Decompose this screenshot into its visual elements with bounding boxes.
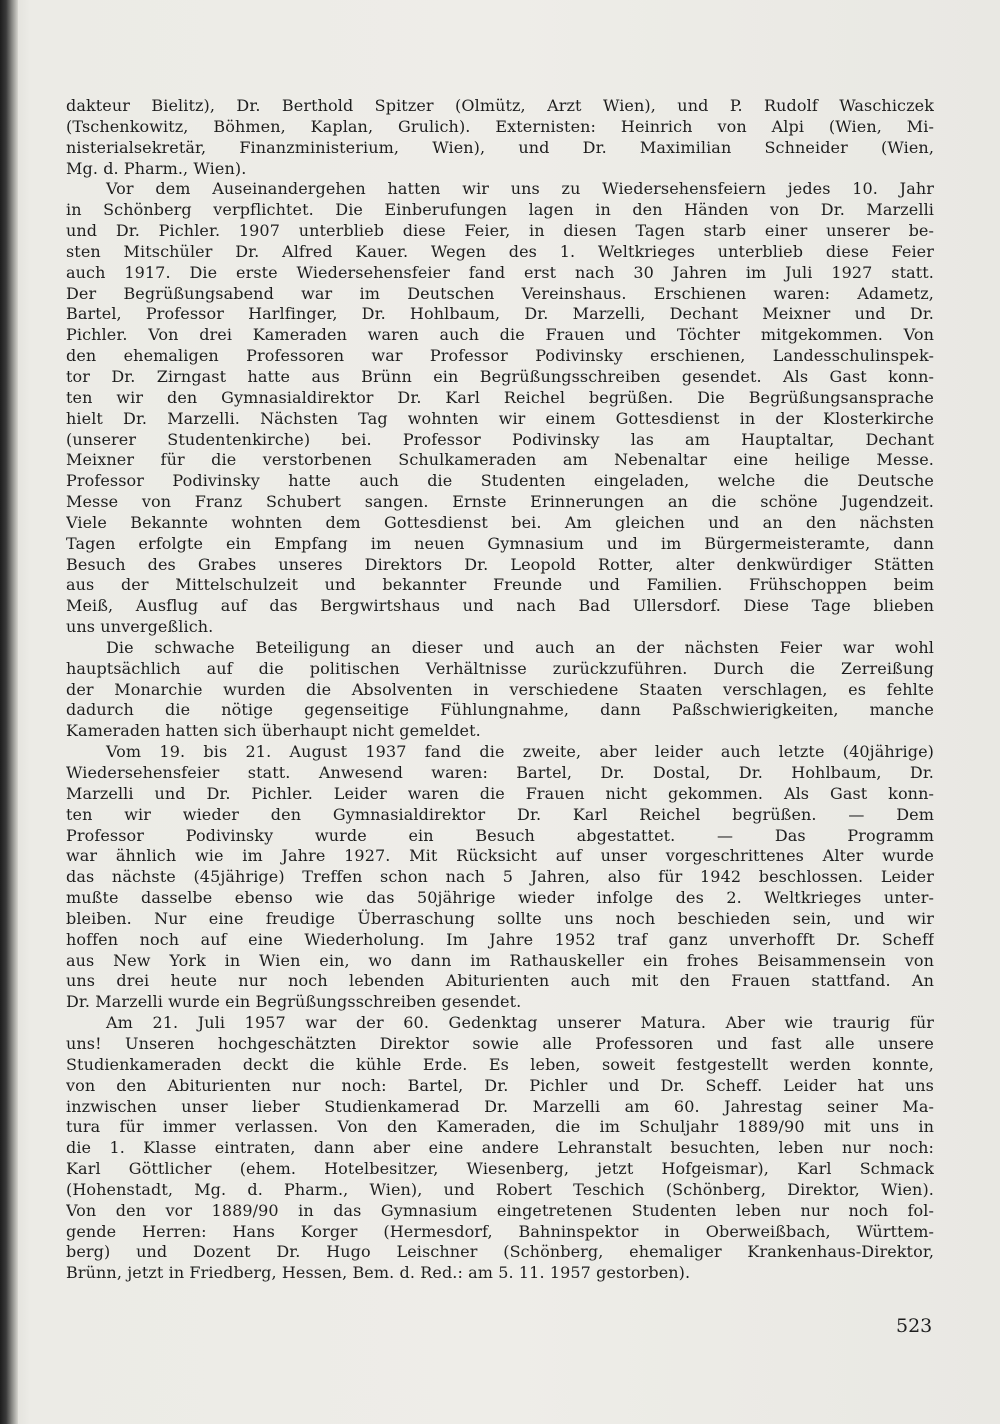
- text-line: war ähnlich wie im Jahre 1927. Mit Rücksicht auf unser vorgeschrittenes Alter wurde: [66, 846, 934, 866]
- paragraph: [66, 638, 934, 742]
- text-line: sten Mitschüler Dr. Alfred Kauer. Wegen des 1. Weltkrieges unterblieb diese Feier: [66, 241, 934, 261]
- text-line: inzwischen unser lieber Studienkamerad Dr. Marzelli am 60. Jahrestag seiner Ma-: [66, 1096, 934, 1116]
- text-line: die 1. Klasse eintraten, dann aber eine andere Lehranstalt besuchten, leben nur noch:: [66, 1138, 934, 1158]
- text-line: Pichler. Von drei Kameraden waren auch die Frauen und Töchter mitgekommen. Von: [66, 325, 934, 345]
- text-line: (Hohenstadt, Mg. d. Pharm., Wien), und Robert Teschich (Schönberg, Direktor, Wien).: [66, 1179, 934, 1199]
- paragraph: [66, 179, 934, 638]
- text-line: tura für immer verlassen. Von den Kameraden, die im Schuljahr 1889/90 mit uns in: [66, 1117, 934, 1137]
- text-line: (unserer Studentenkirche) bei. Professor Podivinsky las am Hauptaltar, Dechant: [66, 429, 934, 449]
- text-line: Meiß, Ausflug auf das Bergwirtshaus und nach Bad Ullersdorf. Diese Tage blieben: [66, 596, 934, 616]
- text-line: uns unvergeßlich.: [66, 617, 214, 637]
- text-line: berg) und Dozent Dr. Hugo Leischner (Schönberg, ehemaliger Krankenhaus-Direktor,: [66, 1242, 934, 1262]
- text-line: Der Begrüßungsabend war im Deutschen Vereinshaus. Erschienen waren: Adametz,: [66, 283, 934, 303]
- book-binding-edge: [0, 0, 18, 1424]
- text-line: Dr. Marzelli wurde ein Begrüßungsschreiben gesendet.: [66, 992, 522, 1012]
- text-line: hoffen noch auf eine Wiederholung. Im Jahre 1952 traf ganz unverhofft Dr. Scheff: [66, 929, 934, 949]
- text-line: hauptsächlich auf die politischen Verhältnisse zurückzuführen. Durch die Zerreißung: [66, 658, 934, 678]
- text-line: Von den vor 1889/90 in das Gymnasium eingetretenen Studenten leben nur noch fol-: [66, 1200, 934, 1220]
- text-line: Karl Göttlicher (ehem. Hotelbesitzer, Wiesenberg, jetzt Hofgeismar), Karl Schmack: [66, 1159, 934, 1179]
- text-line: uns! Unseren hochgeschätzten Direktor sowie alle Professoren und fast alle unsere: [66, 1033, 934, 1053]
- text-line: gende Herren: Hans Korger (Hermesdorf, Bahninspektor in Oberweißbach, Württem-: [66, 1221, 934, 1241]
- text-line: Wiedersehensfeier statt. Anwesend waren: Bartel, Dr. Dostal, Dr. Hohlbaum, Dr.: [66, 763, 934, 782]
- text-line: Am 21. Juli 1957 war der 60. Gedenktag unserer Matura. Aber wie traurig für: [106, 1013, 934, 1033]
- text-line: Studienkameraden deckt die kühle Erde. Es leben, soweit festgestellt werden konnte,: [66, 1054, 934, 1074]
- text-line: in Schönberg verpflichtet. Die Einberufungen lagen in den Händen von Dr. Marzelli: [66, 200, 934, 220]
- text-line: Marzelli und Dr. Pichler. Leider waren die Frauen nicht gekommen. Als Gast konn-: [66, 783, 934, 803]
- text-line: und Dr. Pichler. 1907 unterblieb diese Feier, in diesen Tagen starb einer unserer be-: [66, 221, 934, 241]
- paragraph: [66, 742, 934, 1013]
- text-line: aus New York in Wien ein, wo dann im Rathauskeller ein frohes Beisammensein von: [66, 950, 934, 970]
- text-line: der Monarchie wurden die Absolventen in verschiedene Staaten verschlagen, es fehlte: [66, 679, 934, 699]
- text-line: Die schwache Beteiligung an dieser und auch an der nächsten Feier war wohl: [106, 637, 934, 657]
- text-line: Professor Podivinsky wurde ein Besuch abgestattet. — Das Programm: [66, 825, 934, 845]
- text-line: Vom 19. bis 21. August 1937 fand die zweite, aber leider auch letzte (40jährige): [106, 742, 934, 762]
- text-line: das nächste (45jährige) Treffen schon nach 5 Jahren, also für 1942 beschlossen. Leider: [66, 867, 934, 887]
- text-line: Bartel, Professor Harlfinger, Dr. Hohlbaum, Dr. Marzelli, Dechant Meixner und Dr.: [66, 304, 934, 324]
- text-line: (Tschenkowitz, Böhmen, Kaplan, Grulich). Externisten: Heinrich von Alpi (Wien, Mi-: [66, 116, 934, 136]
- text-line: nisterialsekretär, Finanzministerium, Wien), und Dr. Maximilian Schneider (Wien,: [66, 137, 934, 157]
- paragraph: [66, 96, 934, 179]
- text-line: Meixner für die verstorbenen Schulkameraden am Nebenaltar eine heilige Messe.: [66, 450, 934, 470]
- text-line: dadurch die nötige gegenseitige Fühlungnahme, dann Paßschwierigkeiten, manche: [66, 700, 934, 720]
- text-line: Mg. d. Pharm., Wien).: [66, 158, 247, 178]
- text-line: bleiben. Nur eine freudige Überraschung sollte uns noch beschieden sein, und wir: [66, 908, 934, 928]
- paragraph: [66, 1013, 934, 1284]
- text-line: Messe von Franz Schubert sangen. Ernste Erinnerungen an die schöne Jugendzeit.: [66, 492, 934, 512]
- text-line: ten wir den Gymnasialdirektor Dr. Karl Reichel begrüßen. Die Begrüßungsansprache: [66, 387, 934, 407]
- body-text: [66, 96, 934, 1284]
- text-line: von den Abiturienten nur noch: Bartel, Dr. Pichler und Dr. Scheff. Leider hat uns: [66, 1075, 934, 1095]
- text-line: uns drei heute nur noch lebenden Abiturienten auch mit den Frauen stattfand. An: [66, 971, 934, 991]
- text-line: tor Dr. Zirngast hatte aus Brünn ein Begrüßungsschreiben gesendet. Als Gast konn-: [66, 366, 934, 386]
- text-line: mußte dasselbe ebenso wie das 50jährige wieder infolge des 2. Weltkrieges unter-: [66, 888, 934, 908]
- text-line: Vor dem Auseinandergehen hatten wir uns zu Wiedersehensfeiern jedes 10. Jahr: [106, 179, 934, 199]
- text-line: hielt Dr. Marzelli. Nächsten Tag wohnten wir einem Gottesdienst in der Klosterkirche: [66, 408, 934, 428]
- text-line: Viele Bekannte wohnten dem Gottesdienst bei. Am gleichen und an den nächsten: [66, 512, 934, 532]
- text-line: ten wir wieder den Gymnasialdirektor Dr. Karl Reichel begrüßen. — Dem: [66, 804, 934, 824]
- text-line: auch 1917. Die erste Wiedersehensfeier fand erst nach 30 Jahren im Juli 1927 statt.: [66, 262, 934, 282]
- text-line: Besuch des Grabes unseres Direktors Dr. Leopold Rotter, alter denkwürdiger Stätten: [66, 554, 934, 574]
- page-number: 523: [896, 1315, 933, 1337]
- text-line: dakteur Bielitz), Dr. Berthold Spitzer (Olmütz, Arzt Wien), und P. Rudolf Waschiczek: [66, 96, 934, 115]
- text-line: den ehemaligen Professoren war Professor Podivinsky erschienen, Landesschulinspek-: [66, 346, 934, 366]
- text-line: Tagen erfolgte ein Empfang im neuen Gymnasium und im Bürgermeisteramte, dann: [66, 533, 934, 553]
- text-line: Kameraden hatten sich überhaupt nicht gemeldet.: [66, 721, 481, 741]
- text-line: Brünn, jetzt in Friedberg, Hessen, Bem. d. Red.: am 5. 11. 1957 gestorben).: [66, 1263, 691, 1283]
- text-line: aus der Mittelschulzeit und bekannter Freunde und Familien. Frühschoppen beim: [66, 575, 934, 595]
- text-line: Professor Podivinsky hatte auch die Studenten eingeladen, welche die Deutsche: [66, 471, 934, 491]
